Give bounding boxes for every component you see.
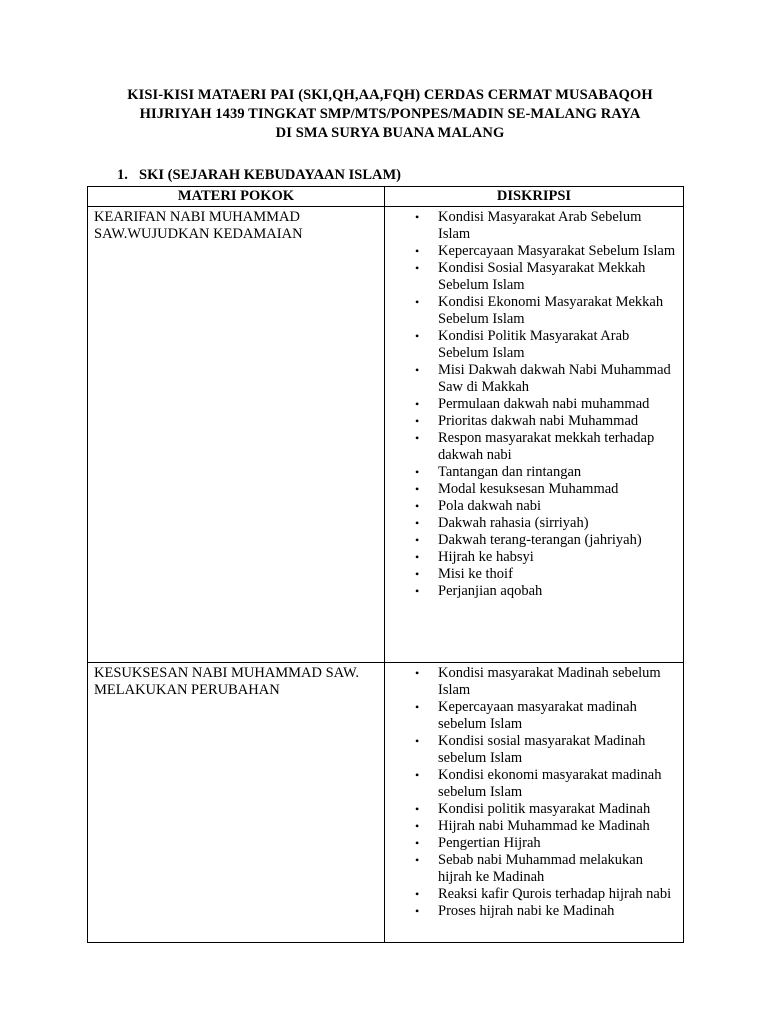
bullet-icon: •	[415, 700, 420, 714]
title-line-1: KISI-KISI MATAERI PAI (SKI,QH,AA,FQH) CERDAS CERMAT MUSABAQOH	[127, 87, 653, 103]
list-item	[385, 260, 683, 294]
list-item-text: Kepercayaan masyarakat madinah sebelum Islam	[438, 699, 637, 732]
list-item	[385, 464, 683, 481]
list-item	[385, 430, 683, 464]
diskripsi-list	[385, 207, 683, 600]
list-item	[385, 886, 683, 903]
diskripsi-cell	[385, 207, 684, 663]
bullet-icon: •	[415, 516, 420, 530]
list-item-text: Kondisi politik masyarakat Madinah	[438, 801, 651, 817]
diskripsi-list	[385, 663, 683, 920]
materi-pokok-cell	[88, 207, 385, 663]
bullet-icon: •	[415, 768, 420, 782]
table-header-row	[88, 187, 684, 207]
list-item	[385, 498, 683, 515]
list-item-text: Kepercayaan Masyarakat Sebelum Islam	[438, 243, 676, 259]
list-item	[385, 699, 683, 733]
list-item-text: Hijrah ke habsyi	[438, 549, 534, 565]
list-item	[385, 515, 683, 532]
list-item-text: Tantangan dan rintangan	[438, 464, 582, 480]
list-item-text: Prioritas dakwah nabi Muhammad	[438, 413, 639, 429]
section-title: SKI (SEJARAH KEBUDAYAAN ISLAM)	[139, 167, 401, 183]
bullet-icon: •	[415, 836, 420, 850]
title-line-3: DI SMA SURYA BUANA MALANG	[275, 125, 505, 141]
list-item	[385, 362, 683, 396]
bullet-icon: •	[415, 295, 420, 309]
list-item	[385, 566, 683, 583]
list-item-text: Sebab nabi Muhammad melakukan hijrah ke Madinah	[438, 852, 643, 885]
list-item-text: Respon masyarakat mekkah terhadap dakwah nabi	[438, 430, 655, 463]
materi-table	[87, 186, 684, 943]
list-item-text: Dakwah rahasia (sirriyah)	[438, 515, 589, 531]
list-item-text: Kondisi Politik Masyarakat Arab Sebelum Islam	[438, 328, 630, 361]
list-item	[385, 852, 683, 886]
list-item-text: Kondisi Ekonomi Masyarakat Mekkah Sebelum Islam	[438, 294, 664, 327]
materi-pokok-text: KESUKSESAN NABI MUHAMMAD SAW. MELAKUKAN PERUBAHAN	[94, 665, 359, 698]
bullet-icon: •	[415, 550, 420, 564]
section-number: 1.	[117, 167, 128, 183]
materi-pokok-cell	[88, 663, 385, 943]
list-item	[385, 532, 683, 549]
bullet-icon: •	[415, 414, 420, 428]
list-item	[385, 549, 683, 566]
bullet-icon: •	[415, 465, 420, 479]
list-item-text: Modal kesuksesan Muhammad	[438, 481, 619, 497]
list-item-text: Dakwah terang-terangan (jahriyah)	[438, 532, 642, 548]
list-item-text: Reaksi kafir Qurois terhadap hijrah nabi	[438, 886, 672, 902]
document-title	[60, 86, 720, 143]
bullet-icon: •	[415, 887, 420, 901]
list-item	[385, 801, 683, 818]
list-item-text: Perjanjian aqobah	[438, 583, 543, 599]
list-item	[385, 209, 683, 243]
list-item	[385, 733, 683, 767]
bullet-icon: •	[415, 397, 420, 411]
bullet-icon: •	[415, 244, 420, 258]
list-item-text: Kondisi Masyarakat Arab Sebelum Islam	[438, 209, 642, 242]
header-diskripsi: DISKRIPSI	[385, 187, 684, 207]
bullet-icon: •	[415, 666, 420, 680]
bullet-icon: •	[415, 734, 420, 748]
bullet-icon: •	[415, 431, 420, 445]
list-item-text: Hijrah nabi Muhammad ke Madinah	[438, 818, 650, 834]
list-item	[385, 583, 683, 600]
list-item	[385, 835, 683, 852]
list-item-text: Misi ke thoif	[438, 566, 513, 582]
bullet-icon: •	[415, 363, 420, 377]
list-item	[385, 328, 683, 362]
bullet-icon: •	[415, 261, 420, 275]
bullet-icon: •	[415, 499, 420, 513]
bullet-icon: •	[415, 853, 420, 867]
list-item	[385, 767, 683, 801]
diskripsi-cell	[385, 663, 684, 943]
bullet-icon: •	[415, 584, 420, 598]
list-item-text: Kondisi masyarakat Madinah sebelum Islam	[438, 665, 661, 698]
table-row	[88, 207, 684, 663]
list-item	[385, 481, 683, 498]
list-item	[385, 413, 683, 430]
section-heading	[117, 166, 401, 185]
title-line-2: HIJRIYAH 1439 TINGKAT SMP/MTS/PONPES/MADIN SE-MALANG RAYA	[139, 106, 641, 122]
list-item-text: Kondisi sosial masyarakat Madinah sebelum Islam	[438, 733, 646, 766]
bullet-icon: •	[415, 904, 420, 918]
bullet-icon: •	[415, 329, 420, 343]
list-item	[385, 903, 683, 920]
list-item-text: Proses hijrah nabi ke Madinah	[438, 903, 615, 919]
header-materi-pokok: MATERI POKOK	[88, 187, 385, 207]
list-item	[385, 396, 683, 413]
bullet-icon: •	[415, 533, 420, 547]
list-item-text: Kondisi ekonomi masyarakat madinah sebelum Islam	[438, 767, 662, 800]
list-item-text: Pola dakwah nabi	[438, 498, 542, 514]
table-row	[88, 663, 684, 943]
list-item	[385, 665, 683, 699]
list-item	[385, 818, 683, 835]
bullet-icon: •	[415, 802, 420, 816]
list-item-text: Kondisi Sosial Masyarakat Mekkah Sebelum Islam	[438, 260, 646, 293]
list-item	[385, 294, 683, 328]
list-item	[385, 243, 683, 260]
materi-pokok-text: KEARIFAN NABI MUHAMMAD SAW.WUJUDKAN KEDAMAIAN	[94, 209, 303, 242]
bullet-icon: •	[415, 819, 420, 833]
bullet-icon: •	[415, 482, 420, 496]
bullet-icon: •	[415, 567, 420, 581]
bullet-icon: •	[415, 210, 420, 224]
list-item-text: Pengertian Hijrah	[438, 835, 541, 851]
list-item-text: Misi Dakwah dakwah Nabi Muhammad Saw di Makkah	[438, 362, 671, 395]
list-item-text: Permulaan dakwah nabi muhammad	[438, 396, 650, 412]
